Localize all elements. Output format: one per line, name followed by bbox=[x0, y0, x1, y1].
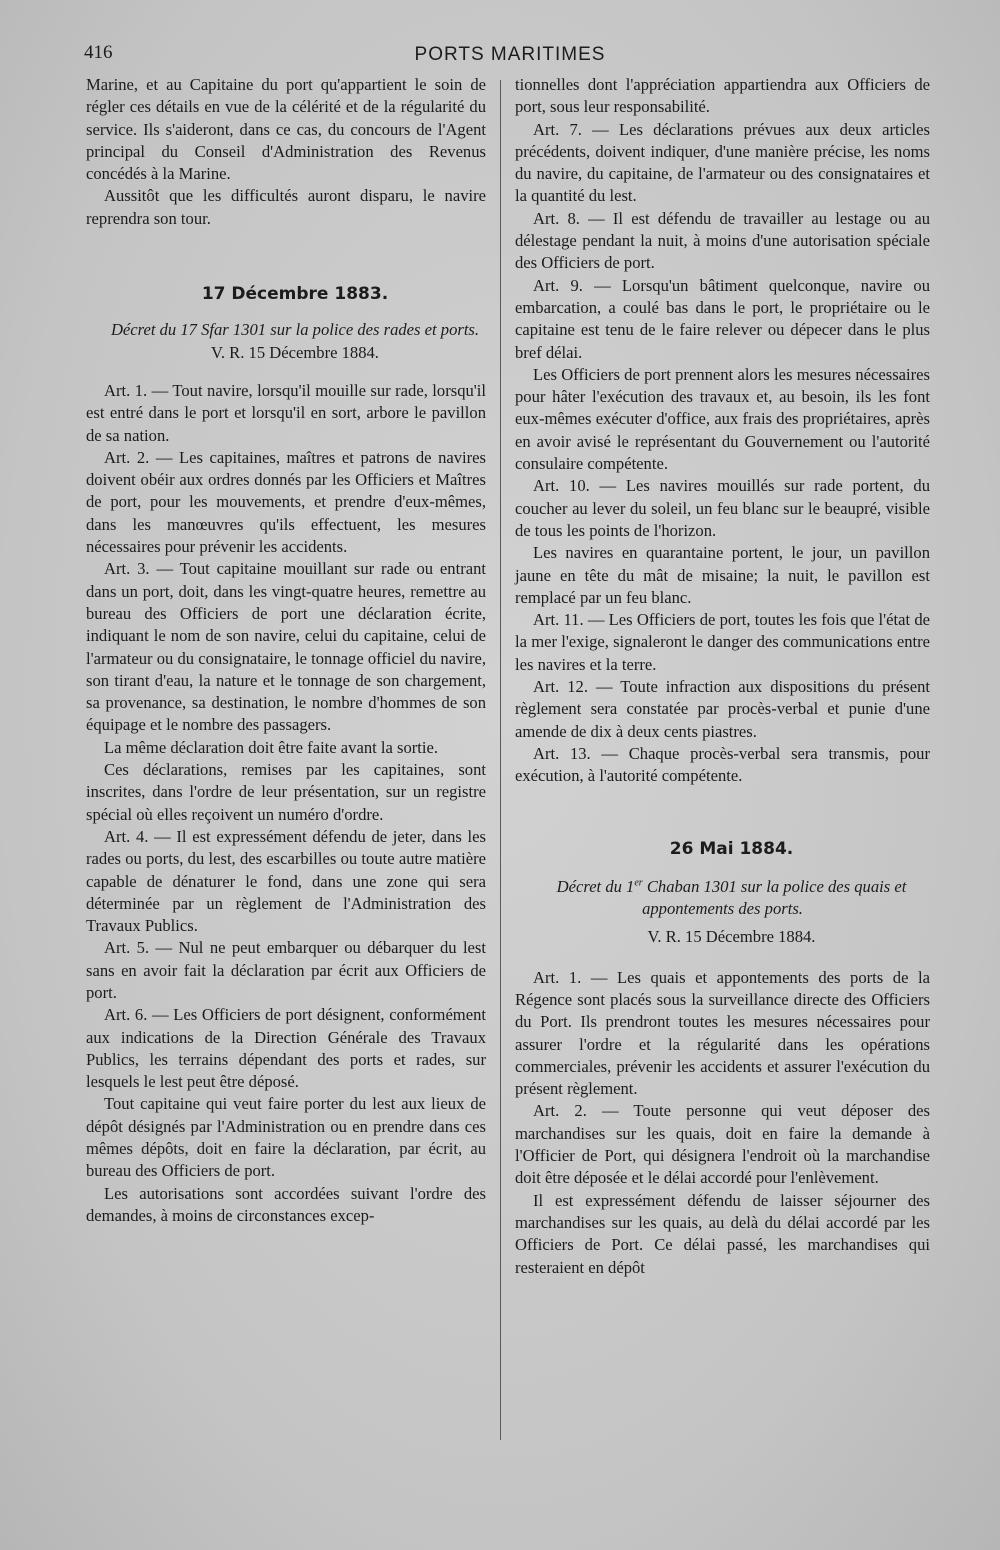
article-12: Art. 12. — Toute infraction aux dispositions du présent règlement sera constatée par procès-verbal et punie d'une amende de dix à deux cents piastres. bbox=[515, 677, 930, 741]
column-divider bbox=[500, 80, 501, 1440]
page-number: 416 bbox=[84, 42, 113, 63]
paragraph: Ces déclarations, remises par les capitaines, sont inscrites, dans l'ordre de leur présentation, sur un registre spécial où elles reçoivent un numéro d'ordre. bbox=[86, 760, 486, 824]
article-13: Art. 13. — Chaque procès-verbal sera transmis, pour exécution, à l'autorité compétente. bbox=[515, 743, 930, 786]
decree-title-superscript: er bbox=[634, 877, 643, 889]
article-8: Art. 8. — Il est défendu de travailler au lestage ou au délestage pendant la nuit, à moins d'une autorisation spéciale des Officiers de port. bbox=[515, 208, 930, 273]
article-4: Art. 4. — Il est expressément défendu de jeter, dans les rades ou ports, du lest, des escarbilles ou toute autre matière capable de dénaturer le fond, dans une zone qui sera déterminée par un règlement de l'Administration des Travaux Publics. bbox=[86, 826, 486, 936]
paragraph: tionnelles dont l'appréciation appartiendra aux Officiers de port, sous leur responsabilité. bbox=[515, 75, 930, 117]
decree-reference: V. R. 15 Décembre 1884. bbox=[211, 342, 379, 362]
article-11: Art. 11. — Les Officiers de port, toutes les fois que l'état de la mer l'exige, signaleront le danger des communications entre les navires et la terre. bbox=[515, 610, 930, 674]
paragraph: Marine, et au Capitaine du port qu'appartient le soin de régler ces détails en vue de la célérité et de la régularité du service. Ils s'aideront, dans ce cas, du concours de l'Agent principal du Conseil d'Administration des Revenus concédés à la Marine. bbox=[86, 75, 486, 184]
paragraph: Il est expressément défendu de laisser séjourner des marchandises sur les quais, au delà du délai accordé par les Officiers de Port. Ce délai passé, les marchandises qui resteraient en dépôt bbox=[515, 1190, 930, 1277]
decree-title: Décret du 17 Sfar 1301 sur la police des rades et ports. bbox=[110, 320, 480, 340]
decree-title-part: Chaban 1301 sur la police des quais et appontements des ports. bbox=[642, 876, 907, 919]
paragraph: Aussitôt que les difficultés auront disparu, le navire reprendra son tour. bbox=[86, 186, 486, 228]
running-title: PORTS MARITIMES bbox=[414, 44, 606, 65]
article-9: Art. 9. — Lorsqu'un bâtiment quelconque, navire ou embarcation, a coulé bas dans le port, le propriétaire ou le capitaine est tenu de le faire relever ou dépecer dans le plus bref délai. bbox=[515, 275, 930, 362]
paragraph: La même déclaration doit être faite avant la sortie. bbox=[104, 737, 439, 757]
article-5: Art. 5. — Nul ne peut embarquer ou débarquer du lest sans en avoir fait la déclaration par écrit aux Officiers de port. bbox=[86, 938, 486, 1002]
article-7: Art. 7. — Les déclarations prévues aux deux articles précédents, doivent indiquer, d'une manière précise, les noms du navire, du capitaine, de l'armateur ou des consignataires et la quantité du lest. bbox=[515, 119, 930, 206]
article-2: Art. 2. — Les capitaines, maîtres et patrons de navires doivent obéir aux ordres donnés par les Officiers et Maîtres de port, pour les mouvements, et prendre d'eux-mêmes, dans les manœuvres qu'ils effectuent, les mesures nécessaires pour prévenir les accidents. bbox=[86, 447, 486, 557]
paragraph: Les autorisations sont accordées suivant l'ordre des demandes, à moins de circonstances excep- bbox=[86, 1183, 486, 1225]
paragraph: Tout capitaine qui veut faire porter du lest aux lieux de dépôt désignés par l'Administration ou en prendre dans ces mêmes dépôts, doit en faire la déclaration, par écrit, au bureau des Officiers de port. bbox=[86, 1094, 486, 1181]
article-6: Art. 6. — Les Officiers de port désignent, conformément aux indications de la Direction Générale des Travaux Publics, les terrains dépendant des ports et rades, sur lesquels le lest peut être déposé. bbox=[86, 1005, 486, 1092]
right-column bbox=[515, 74, 930, 1279]
decree-reference: V. R. 15 Décembre 1884. bbox=[647, 927, 816, 947]
section-date: 17 Décembre 1883. bbox=[201, 284, 389, 305]
paragraph: Les Officiers de port prennent alors les mesures nécessaires pour hâter l'exécution des travaux et, au besoin, ils les font eux-mêmes exécuter d'office, aux frais des propriétaires, après en avoir avisé le représentant du Gouvernement ou l'autorité consulaire compétente. bbox=[515, 364, 930, 474]
section-date: 26 Mai 1884. bbox=[669, 838, 794, 859]
decree-title bbox=[515, 876, 930, 921]
article-10: Art. 10. — Les navires mouillés sur rade portent, du coucher au lever du soleil, un feu blanc sur le beaupré, visible de tous les points de l'horizon. bbox=[515, 476, 930, 540]
paragraph: Les navires en quarantaine portent, le jour, un pavillon jaune en tête du mât de misaine; la nuit, le pavillon est remplacé par un feu blanc. bbox=[515, 543, 930, 607]
article-1: Art. 1. — Les quais et appontements des ports de la Régence sont placés sous la surveillance directe des Officiers du Port. Ils prendront toutes les mesures nécessaires pour assurer l'ordre et la régularité dans les opérations commerciales, prévenir les accidents et assurer l'exécution du présent règlement. bbox=[515, 967, 930, 1099]
article-1: Art. 1. — Tout navire, lorsqu'il mouille sur rade, lorsqu'il est entré dans le port et lorsqu'il en sort, arbore le pavillon de sa nation. bbox=[86, 380, 486, 445]
article-2: Art. 2. — Toute personne qui veut déposer des marchandises sur les quais, doit en faire la demande à l'Officier de Port, qui désignera l'endroit où la marchandise doit être déposée et le délai accordé pour l'enlèvement. bbox=[515, 1101, 930, 1188]
decree-title-part: Décret du 1 bbox=[556, 876, 635, 896]
left-column bbox=[86, 74, 486, 1227]
article-3: Art. 3. — Tout capitaine mouillant sur rade ou entrant dans un port, doit, dans les vingt-quatre heures, remettre au bureau des Officiers de port une déclaration écrite, indiquant le nom de son navire, celui du capitaine, celui de l'armateur ou du consignataire, le tonnage officiel du navire, son tirant d'eau, la nature et le tonnage de son chargement, sa provenance, sa destination, le nombre d'hommes de son équipage et le nombre des passagers. bbox=[86, 559, 486, 735]
